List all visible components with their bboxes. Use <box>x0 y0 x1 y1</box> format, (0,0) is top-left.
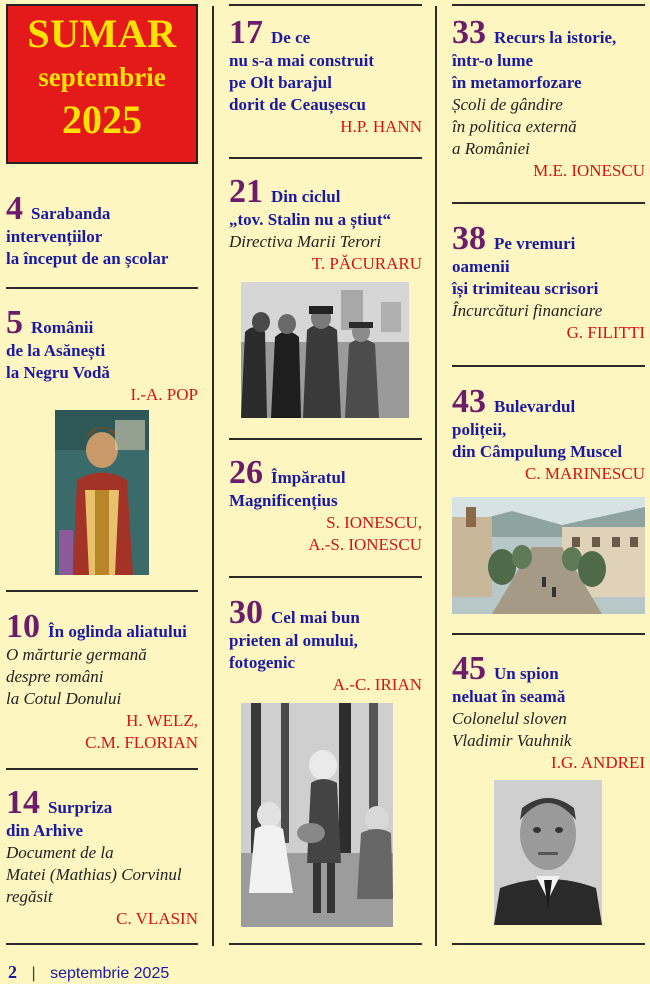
entry-headline: Cel mai bun <box>271 608 360 627</box>
entry-page-number: 14 <box>6 784 40 821</box>
entry-subtitle: a României <box>452 139 530 158</box>
entry-author: G. FILITTI <box>566 323 645 342</box>
column-divider <box>212 6 214 946</box>
street-photo-icon <box>452 497 645 614</box>
toc-entry[interactable] <box>6 610 198 754</box>
entry-headline: din Câmpulung Muscel <box>452 442 623 461</box>
entry-headline: nu s-a mai construit <box>229 51 374 70</box>
entry-headline: intervențiilor <box>6 227 103 246</box>
entry-headline: Românii <box>31 318 94 337</box>
entry-divider <box>6 590 198 592</box>
entry-divider <box>229 438 422 440</box>
entry-subtitle: despre români <box>6 667 104 686</box>
entry-divider <box>229 157 422 159</box>
entry-divider <box>452 633 645 635</box>
entry-page-number: 38 <box>452 220 486 257</box>
entry-author: H.P. HANN <box>340 117 422 136</box>
entry-author: C. MARINESCU <box>525 464 645 483</box>
entry-author: A.-C. IRIAN <box>332 675 422 694</box>
entry-headline: Sarabanda <box>31 204 111 223</box>
entry-headline: Surpriza <box>48 798 113 817</box>
masthead-box <box>6 4 198 164</box>
entry-subtitle: Școli de gândire <box>452 95 563 114</box>
entry-divider <box>229 4 422 6</box>
entry-headline: Magnificențius <box>229 491 338 510</box>
toc-entry[interactable] <box>6 192 198 270</box>
entry-divider <box>452 365 645 367</box>
entry-author: I.-A. POP <box>130 385 198 404</box>
entry-divider <box>6 943 198 945</box>
entry-divider <box>6 287 198 289</box>
toc-entry[interactable] <box>452 652 650 774</box>
entry-page-number: 43 <box>452 383 486 420</box>
entry-page-number: 30 <box>229 594 263 631</box>
entry-headline: pe Olt barajul <box>229 73 332 92</box>
entry-divider <box>452 943 645 945</box>
entry-headline: în metamorfozare <box>452 73 582 92</box>
toc-entry[interactable] <box>452 16 650 182</box>
masthead-month: septembrie <box>38 62 166 92</box>
entry-page-number: 10 <box>6 608 40 645</box>
entry-headline: Împăratul <box>271 468 346 487</box>
entry-divider <box>229 943 422 945</box>
entry-headline: Bulevardul <box>494 397 576 416</box>
issue-label: septembrie 2025 <box>50 965 170 982</box>
entry-subtitle: la Cotul Donului <box>6 689 122 708</box>
entry-headline: „tov. Stalin nu a știut“ <box>229 210 392 229</box>
entry-headline: Recurs la istorie, <box>494 28 617 47</box>
entry-author: A.-S. IONESCU <box>308 535 422 554</box>
entry-headline: Un spion <box>494 664 559 683</box>
family-photo-icon <box>241 703 393 927</box>
entry-headline: oamenii <box>452 257 510 276</box>
entry-divider <box>452 202 645 204</box>
entry-page-number: 26 <box>229 454 263 491</box>
toc-entry[interactable] <box>229 596 422 696</box>
entry-page-number: 33 <box>452 14 486 51</box>
entry-headline: fotogenic <box>229 653 296 672</box>
page-footer <box>8 962 169 983</box>
column-divider <box>435 6 437 946</box>
entry-subtitle: Vladimir Vauhnik <box>452 731 572 750</box>
masthead-title: SUMAR <box>27 11 177 56</box>
entry-author: T. PĂCURARU <box>311 254 422 273</box>
toc-entry[interactable] <box>452 385 650 485</box>
entry-headline: neluat în seamă <box>452 687 566 706</box>
entry-headline: De ce <box>271 28 311 47</box>
entry-page-number: 4 <box>6 190 23 227</box>
entry-author: M.E. IONESCU <box>533 161 645 180</box>
entry-author: H. WELZ, <box>126 711 198 730</box>
toc-entry[interactable] <box>6 786 198 930</box>
toc-entry[interactable] <box>229 175 422 275</box>
entry-subtitle: în politica externă <box>452 117 577 136</box>
entry-page-number: 21 <box>229 173 263 210</box>
entry-subtitle: O mărturie germană <box>6 645 147 664</box>
entry-headline: își trimiteau scrisori <box>452 279 599 298</box>
entry-headline: la început de an școlar <box>6 249 169 268</box>
portrait-photo-icon <box>494 780 602 925</box>
masthead-year: 2025 <box>62 97 142 142</box>
entry-subtitle: regăsit <box>6 887 53 906</box>
entry-page-number: 5 <box>6 304 23 341</box>
portrait-icon-image <box>55 410 149 575</box>
historical-photo-icon <box>241 282 409 418</box>
entry-headline: Din ciclul <box>271 187 341 206</box>
entry-page-number: 17 <box>229 14 263 51</box>
entry-subtitle: Document de la <box>6 843 114 862</box>
entry-headline: polițeii, <box>452 420 507 439</box>
entry-headline: de la Asănești <box>6 341 106 360</box>
entry-divider <box>6 768 198 770</box>
toc-entry[interactable] <box>452 222 650 344</box>
entry-author: I.G. ANDREI <box>551 753 645 772</box>
entry-headline: dorit de Ceaușescu <box>229 95 366 114</box>
entry-author: S. IONESCU, <box>326 513 422 532</box>
footer-separator: | <box>31 965 36 982</box>
entry-headline: În oglinda aliatului <box>48 622 187 641</box>
entry-author: C. VLASIN <box>116 909 198 928</box>
entry-subtitle: Matei (Mathias) Corvinul <box>6 865 182 884</box>
entry-headline: prieten al omului, <box>229 631 358 650</box>
entry-headline: Pe vremuri <box>494 234 576 253</box>
entry-subtitle: Încurcături financiare <box>452 301 603 320</box>
entry-divider <box>229 576 422 578</box>
toc-entry[interactable] <box>229 16 422 138</box>
toc-entry[interactable] <box>6 306 198 406</box>
entry-headline: din Arhive <box>6 821 83 840</box>
entry-divider <box>452 4 645 6</box>
entry-subtitle: Directiva Marii Terori <box>229 232 382 251</box>
page-number: 2 <box>8 962 17 982</box>
entry-page-number: 45 <box>452 650 486 687</box>
entry-headline: la Negru Vodă <box>6 363 110 382</box>
entry-author: C.M. FLORIAN <box>85 733 198 752</box>
toc-entry[interactable] <box>229 456 422 556</box>
entry-headline: într-o lume <box>452 51 534 70</box>
entry-subtitle: Colonelul sloven <box>452 709 567 728</box>
